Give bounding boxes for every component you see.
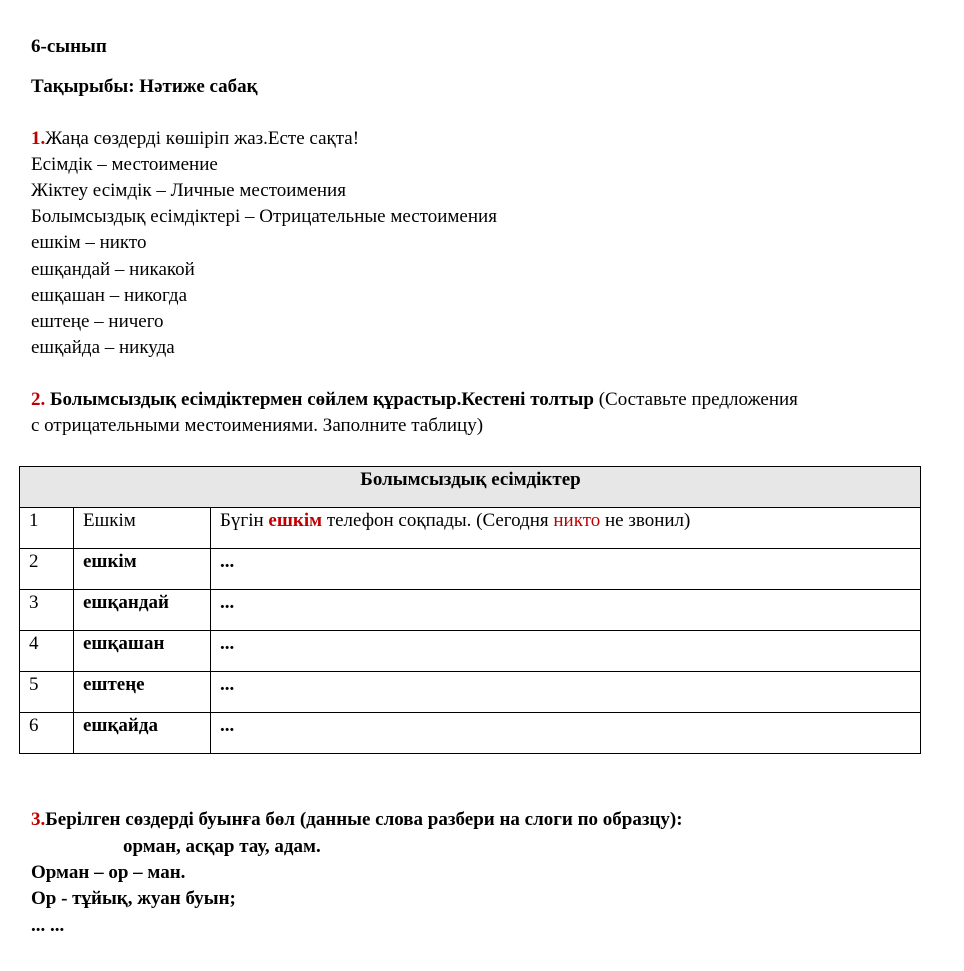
task2-instruction-line2: с отрицательными местоимениями. Заполните таблицу) [31,415,484,436]
table-row [20,590,921,631]
task1-line: ешқашан – никогда [31,285,188,306]
task2-number: 2. [31,389,46,410]
table-header-row [20,467,921,508]
table-header-cell: Болымсыздық есімдіктер [20,467,921,508]
sentence-part: телефон соқпады. (Сегодня [322,510,554,531]
row-word: ешкім [74,549,211,590]
row-word: Ешкім [74,508,211,549]
table-row [20,713,921,754]
row-sentence: ... [211,590,921,631]
task3-example2: Ор - тұйық, жуан буын; [31,888,236,909]
table-row [20,672,921,713]
row-word: ешқандай [74,590,211,631]
task3-number: 3. [31,809,46,830]
task3-instruction [31,807,683,833]
row-number: 4 [20,631,74,672]
task3-words: орман, асқар тау, адам. [123,836,321,857]
task3-ellipsis: ... ... [31,915,65,936]
row-number: 2 [20,549,74,590]
topic-heading: Тақырыбы: Нәтиже сабақ [31,76,258,97]
row-word: ешқайда [74,713,211,754]
task1-instruction-text: Жаңа сөздерді көшіріп жаз.Есте сақта! [45,128,360,149]
task2-instruction-rest: (Составьте предложения [593,389,798,410]
task1-line: Болымсыздық есімдіктері – Отрицательные местоимения [31,206,497,227]
row-sentence: ... [211,672,921,713]
row-sentence: ... [211,549,921,590]
row-number: 1 [20,508,74,549]
task1-line: ешкім – никто [31,232,147,253]
sentence-part: не звонил) [600,510,691,531]
task3-example1: Орман – ор – ман. [31,862,186,883]
task1-line: ештеңе – ничего [31,311,164,332]
task1-line: Жіктеу есімдік – Личные местоимения [31,180,346,201]
table-row [20,631,921,672]
task1-line: ешқайда – никуда [31,337,175,358]
row-number: 6 [20,713,74,754]
row-number: 5 [20,672,74,713]
row-word: ештеңе [74,672,211,713]
task2-instruction-bold: Болымсыздық есімдіктермен сөйлем құрастыр.Кестені толтыр [50,389,594,410]
table-row [20,508,921,549]
task1-number: 1. [31,128,46,149]
task1-line: ешқандай – никакой [31,259,195,280]
task1-instruction [31,126,359,152]
grade-heading: 6-сынып [31,36,107,57]
pronoun-table [19,466,921,754]
table-row [20,549,921,590]
sentence-highlight: никто [553,510,601,531]
row-word: ешқашан [74,631,211,672]
row-sentence: ... [211,713,921,754]
row-sentence [211,508,921,549]
row-number: 3 [20,590,74,631]
row-sentence: ... [211,631,921,672]
sentence-part: Бүгін [220,510,269,531]
task3-instruction-text: Берілген сөздерді буынға бөл (данные слова разбери на слоги по образцу): [45,809,683,830]
task1-line: Есімдік – местоимение [31,154,218,175]
task2-instruction [31,387,798,413]
sentence-highlight: ешкім [268,510,323,531]
